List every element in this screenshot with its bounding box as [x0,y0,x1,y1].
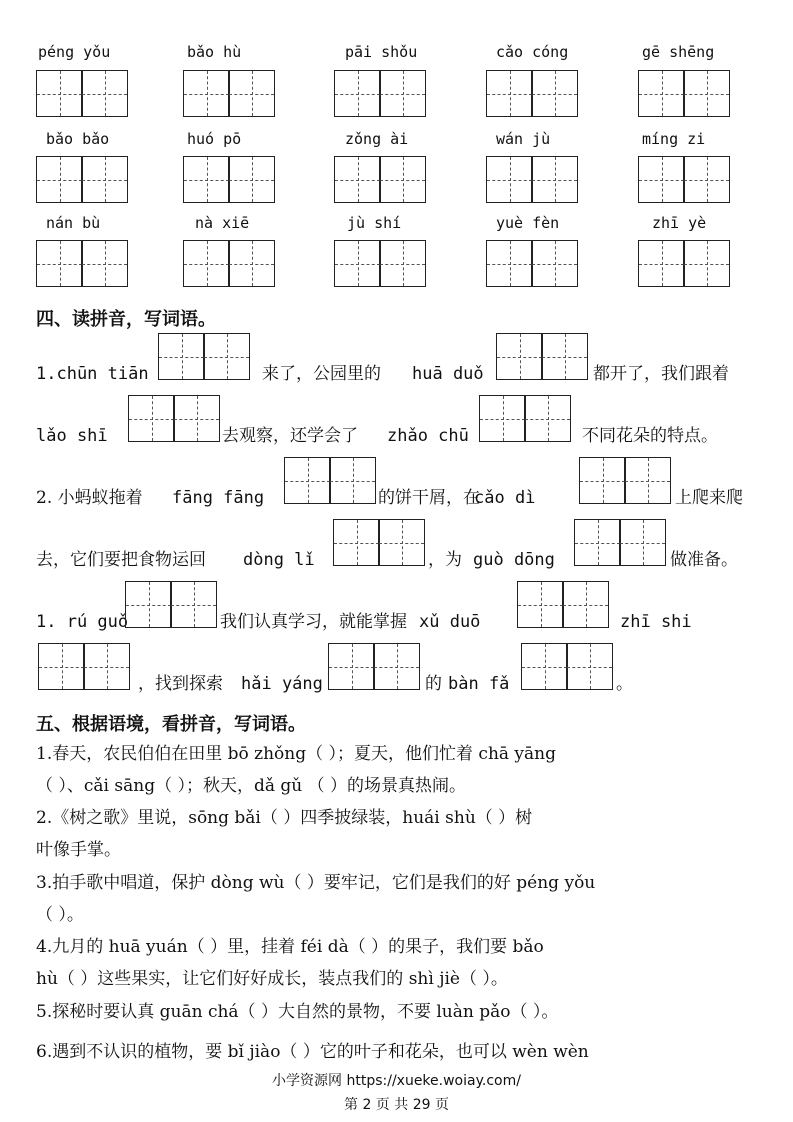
pinyin-text: xǔ duō [419,612,481,632]
writing-grid[interactable] [125,581,217,628]
sentence-text: 都开了，我们跟着 [593,364,729,384]
writing-grid[interactable] [183,240,275,287]
writing-grid[interactable] [638,70,730,117]
pinyin-text: hǎi yáng [241,674,323,694]
sentence-text: 来了，公园里的 [262,364,381,384]
writing-grid[interactable] [38,643,130,690]
writing-grid[interactable] [517,581,609,628]
writing-grid[interactable] [158,333,250,380]
exercise-line: hù（ ）这些果实，让它们好好成长，装点我们的 shì jiè（ ）。 [36,969,508,989]
pinyin-text: cǎo dì [474,488,536,508]
writing-grid[interactable] [574,519,666,566]
pinyin-text: zhī shi [620,612,692,632]
exercise-line: 3.拍手歌中唱道，保护 dòng wù（ ）要牢记，它们是我们的好 péng yǒu [36,873,596,893]
pinyin-text: 1. rú guǒ [36,612,129,632]
exercise-line: 1.春天，农民伯伯在田里 bō zhǒng（ ）；夏天，他们忙着 chā yāng [36,744,557,764]
pinyin-text: guò dōng [473,550,555,570]
pinyin-label: jù shí [347,214,402,232]
exercise-line: 4.九月的 huā yuán（ ）里，挂着 féi dà（ ）的果子，我们要 bǎo [36,937,544,957]
pinyin-label: zǒng ài [345,130,409,148]
pinyin-label: péng yǒu [38,43,111,61]
writing-grid[interactable] [36,70,128,117]
writing-grid[interactable] [638,240,730,287]
writing-grid[interactable] [479,395,571,442]
sentence-text: 我们认真学习，就能掌握 [220,612,407,632]
sentence-text: 。 [616,674,633,694]
pinyin-text: bàn fǎ [448,674,510,694]
pinyin-label: nà xiē [195,214,250,232]
writing-grid[interactable] [333,519,425,566]
exercise-line: 叶像手掌。 [36,840,121,860]
sentence-text: 做准备。 [670,550,738,570]
pinyin-text: lǎo shī [36,426,108,446]
writing-grid[interactable] [183,70,275,117]
section-heading: 五、根据语境，看拼音，写词语。 [36,714,306,735]
writing-grid[interactable] [486,156,578,203]
exercise-line: （ ）。 [36,905,84,925]
page-number: 第 2 页 共 29 页 [344,1097,449,1113]
pinyin-text: 1.chūn tiān [36,364,149,384]
writing-grid[interactable] [638,156,730,203]
pinyin-label: huó pō [187,130,242,148]
footer-site: 小学资源网 https://xueke.woiay.com/ [272,1073,521,1089]
section-heading: 四、读拼音，写词语。 [36,309,216,330]
pinyin-label: wán jù [496,130,551,148]
writing-grid[interactable] [334,156,426,203]
writing-grid[interactable] [579,457,671,504]
writing-grid[interactable] [328,643,420,690]
writing-grid[interactable] [486,70,578,117]
writing-grid[interactable] [183,156,275,203]
pinyin-label: cǎo cóng [496,43,569,61]
sentence-text: 去，它们要把食物运回 [36,550,206,570]
pinyin-label: yuè fèn [496,214,560,232]
sentence-text: 不同花朵的特点。 [582,426,718,446]
pinyin-label: pāi shǒu [345,43,418,61]
pinyin-text: dòng lǐ [243,550,315,570]
exercise-line: 5.探秘时要认真 guān chá（ ）大自然的景物，不要 luàn pǎo（ ）。 [36,1002,559,1022]
pinyin-label: nán bù [46,214,101,232]
exercise-line: 2.《树之歌》里说，sōng bǎi（ ）四季披绿装，huái shù（ ）树 [36,808,533,828]
exercise-line: （ ）、cǎi sāng（ ）；秋天，dǎ gǔ （ ）的场景真热闹。 [36,776,467,796]
pinyin-label: míng zi [642,130,706,148]
pinyin-label: bǎo bǎo [46,130,110,148]
sentence-text: 的 [425,674,442,694]
writing-grid[interactable] [36,156,128,203]
writing-grid[interactable] [128,395,220,442]
pinyin-text: fāng fāng [172,488,265,508]
sentence-text: 去观察，还学会了 [222,426,358,446]
writing-grid[interactable] [521,643,613,690]
writing-grid[interactable] [36,240,128,287]
pinyin-label: zhī yè [652,214,707,232]
pinyin-label: bǎo hù [187,43,242,61]
sentence-text: ，找到探索 [138,674,223,694]
sentence-text: ，为 [428,550,462,570]
pinyin-text: huā duǒ [412,364,484,384]
writing-grid[interactable] [334,70,426,117]
writing-grid[interactable] [284,457,376,504]
pinyin-text: zhǎo chū [387,426,469,446]
exercise-line: 6.遇到不认识的植物，要 bǐ jiào（ ）它的叶子和花朵，也可以 wèn wèn [36,1042,589,1062]
sentence-text: 2. 小蚂蚁拖着 [36,488,143,508]
sentence-text: 的饼干屑，在 [378,488,480,508]
sentence-text: 上爬来爬 [675,488,743,508]
pinyin-label: gē shēng [642,43,715,61]
writing-grid[interactable] [334,240,426,287]
writing-grid[interactable] [496,333,588,380]
writing-grid[interactable] [486,240,578,287]
